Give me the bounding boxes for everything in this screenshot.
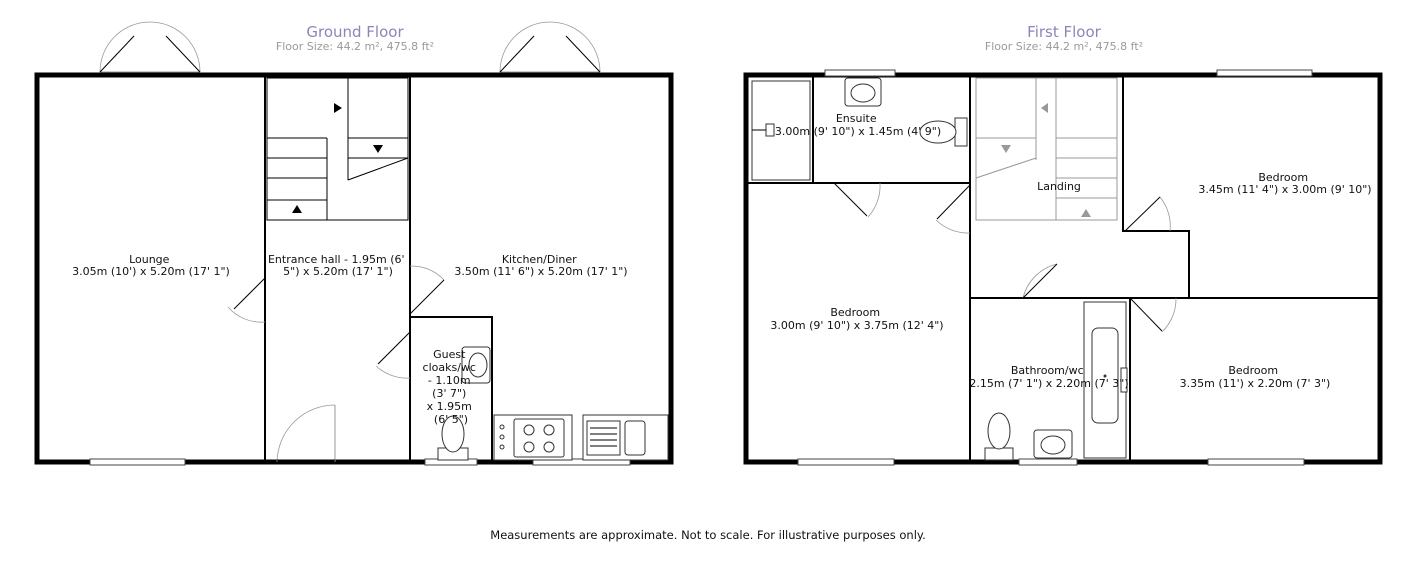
- door-kitchen: [410, 266, 444, 314]
- room-label-bedroom-ne: Bedroom 3.45m (11' 4") x 3.00m (9' 10"): [1198, 171, 1372, 196]
- door-bedroom-w: [936, 185, 970, 233]
- kitchen-hob-icon: [494, 415, 572, 460]
- stair-arrow-left-icon: [1041, 103, 1048, 113]
- window-ensuite: [825, 70, 895, 76]
- first-floor-title: First Floor: [1027, 23, 1101, 41]
- window-bedroom-w: [798, 459, 894, 465]
- window-lounge: [90, 459, 185, 465]
- door-bedroom-ne: [1125, 197, 1170, 231]
- room-label-ensuite: Ensuite 3.00m (9' 10") x 1.45m (4' 9"): [774, 112, 942, 138]
- door-ensuite: [834, 183, 880, 217]
- room-label-entrance-hall: Entrance hall - 1.95m (6' 5") x 5.20m (17' 1"): [267, 253, 405, 278]
- kitchen-sink-icon: [583, 415, 668, 460]
- room-label-bathroom: Bathroom/wc 2.15m (7' 1") x 2.20m (7' 3"): [969, 364, 1129, 390]
- french-doors-kitchen: [500, 22, 600, 72]
- window-bedroom-ne: [1217, 70, 1312, 76]
- door-lounge: [228, 278, 265, 322]
- room-label-lounge: Lounge 3.05m (10') x 5.20m (17' 1"): [72, 253, 230, 278]
- door-cloaks: [376, 332, 410, 378]
- first-floor-plan: [746, 23, 1380, 465]
- stair-arrow-down-icon: [373, 145, 383, 153]
- stair-arrow-up-grey-icon: [1081, 209, 1091, 217]
- stair-arrow-right-icon: [334, 103, 342, 113]
- window-bathroom: [1019, 459, 1077, 465]
- basin-bathroom-icon: [1034, 430, 1072, 458]
- stair-arrow-up-icon: [292, 205, 302, 213]
- room-label-guest-cloaks: Guest cloaks/wc - 1.10m (3' 7") x 1.95m (6' 5"): [422, 348, 476, 426]
- stair-arrow-down-grey-icon: [1001, 145, 1011, 153]
- room-label-landing: Landing: [1037, 180, 1081, 193]
- ground-stairs: [267, 78, 408, 220]
- first-floor-size: Floor Size: 44.2 m², 475.8 ft²: [984, 40, 1144, 53]
- ground-floor-size: Floor Size: 44.2 m², 475.8 ft²: [275, 40, 435, 53]
- door-bedroom-se: [1130, 298, 1176, 332]
- disclaimer-text: Measurements are approximate. Not to scale. For illustrative purposes only.: [490, 528, 926, 542]
- room-label-kitchen-diner: Kitchen/Diner 3.50m (11' 6") x 5.20m (17' 1"): [454, 253, 628, 278]
- first-floor-stairs: [976, 78, 1117, 220]
- door-bathroom: [1023, 264, 1057, 298]
- basin-ensuite-icon: [845, 78, 881, 106]
- room-label-bedroom-w: Bedroom 3.00m (9' 10") x 3.75m (12' 4"): [770, 306, 944, 332]
- ground-floor-plan: [37, 22, 671, 465]
- room-label-bedroom-se: Bedroom 3.35m (11') x 2.20m (7' 3"): [1179, 364, 1331, 390]
- ground-floor-title: Ground Floor: [306, 23, 404, 41]
- french-doors-lounge: [100, 22, 200, 72]
- toilet-bathroom-icon: [985, 413, 1013, 460]
- window-bedroom-se: [1208, 459, 1304, 465]
- front-door: [277, 405, 335, 462]
